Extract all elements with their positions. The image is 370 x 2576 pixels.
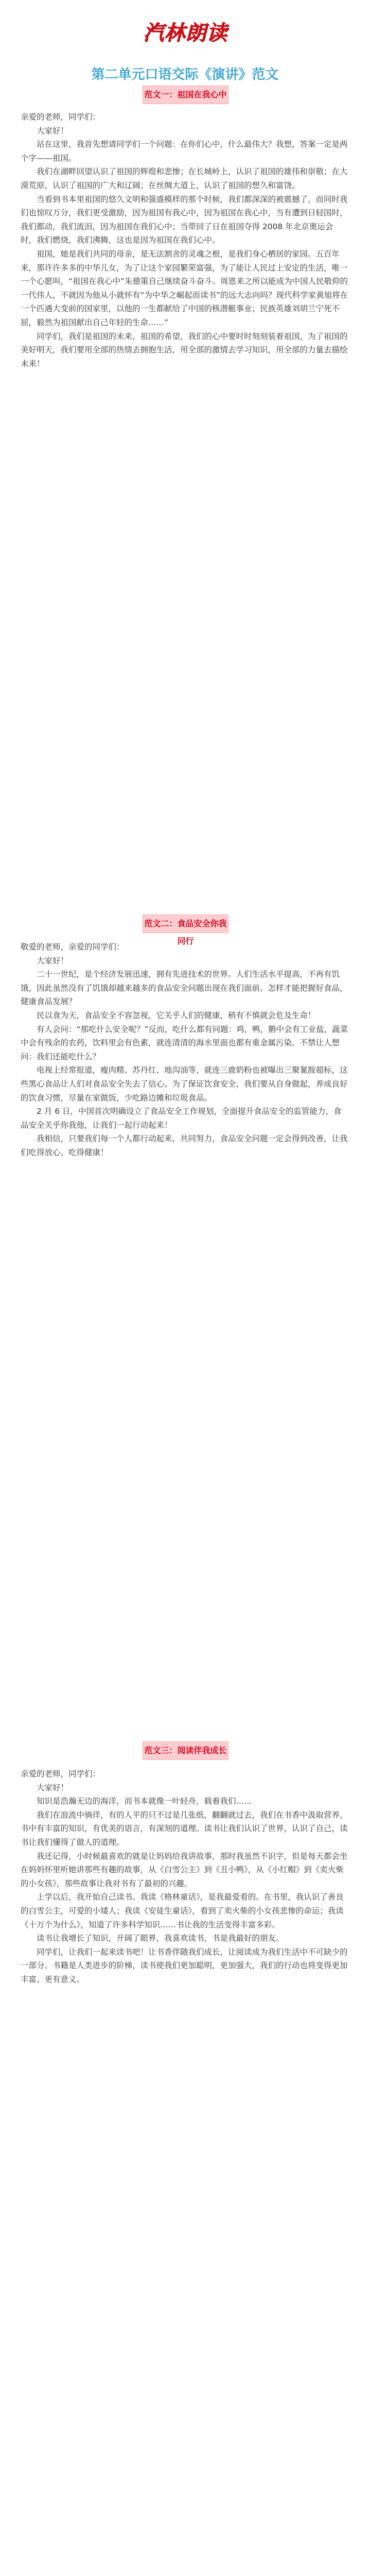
paragraph: 同学们，我们是祖国的未来，祖国的希望，我们的心中要时时刻刻装着祖国，为了祖国的美好明天，我们要用全部的热情去拥抱生活，用全部的激情去学习知识，用全部的力量去描绘未来！ bbox=[21, 331, 348, 368]
paragraph: 知识是浩瀚无边的海洋，而书本就像一叶轻舟，载着我们…… bbox=[37, 1797, 252, 1806]
paragraph: 上学以后，我开始自己读书。我读《格林童话》，是我最爱看的。在书里，我认识了善良的白雪公主，可爱的小矮人；我读《安徒生童话》，看到了卖火柴的小女孩悲惨的命运；我读《十万个为什么》，知道了许多科学知识……书让我的生活变得丰富多彩。 bbox=[21, 1892, 344, 1929]
section-2-heading: 范文二：食品安全你我同行 bbox=[143, 914, 228, 933]
paragraph: 大家好！ bbox=[37, 126, 69, 135]
section-3-body bbox=[21, 1767, 349, 1987]
paragraph: 我们在浪流中徜徉，有的人平的只不过是几张纸，翻翻就过去，我们在书香中汲取营养，书中有丰富的知识，有优美的语言，有深刻的道理。读书让我们认识了世界，认识了自己，读书让我们懂得了做人的道理。 bbox=[21, 1810, 348, 1847]
photo bbox=[21, 520, 349, 639]
paragraph: 亲爱的老师，同学们： bbox=[21, 1769, 101, 1778]
paragraph: 我们在湖畔回望认识了祖国的辉煌和悲惨；在长城岭上，认识了祖国的雄伟和崇敬；在大漠荒原，认识了祖国的广大和辽阔；在丝绸大道上，认识了祖国的想久和富饶。 bbox=[21, 167, 348, 190]
paragraph: 2 月 6 日，中国首次明确设立了食品安全工作规划，全面提升食品安全的监管能力，食品安全关乎你我他，让我们一起行动起来！ bbox=[21, 1107, 342, 1130]
paragraph: 我相信，只要我们每一个人都行动起来，共同努力，食品安全问题一定会得到改善，让我们吃得放心、吃得健康！ bbox=[21, 1134, 348, 1157]
paragraph: 民以食为天，食品安全不容忽视，它关乎人们的健康，稍有不慎就会危及生命！ bbox=[37, 1010, 316, 1020]
paragraph: 祖国，她是我们共同的母亲，是无法割舍的灵魂之根，是我们身心栖居的家园。五百年来，那许许多多的中华儿女，为了让这个家园繁荣富强，为了能让人民过上安定的生活，唯一一个心愿叫，“祖国在我心中”朱德策自己继续奋斗奋斗。周恩来之所以能成为中国人民敬仰的一代伟人，不就因为他从小就怀有“为中华之崛起而读书”的远大志向吗？现代科学家黄旭将在一个匹遇大变前的国家里，以他的一生都献给了中国的核潜艇事业；民族英雄刘胡兰宁死不屈，毅然为祖国献出自己年轻的生命……” bbox=[21, 249, 348, 327]
paragraph: 电视上经常报道，瘦肉精、苏丹红、地沟油等，就连三鹿奶粉也被曝出三聚氰胺超标，这些黑心食品让人们对食品安全失去了信心。为了保证饮食安全，我们要从自身做起，养成良好的饮食习惯，尽量在家做饭，少吃路边摊和垃圾食品。 bbox=[21, 1065, 348, 1103]
paragraph: 有人会问：“那吃什么安全呢？”反而，吃什么都有问题：鸡，鸭，鹅中会有工业盐，蔬菜中会有残余的农药，饮料里会有色素，就连清清的海水里面也都有重金属污染。不禁让人想问：我们还能吃什么？ bbox=[21, 1024, 348, 1061]
paragraph: 大家好！ bbox=[37, 956, 69, 965]
paragraph: 当看到书本里祖国的悠久文明和强盛模样的那个时候，我们都深深的被震撼了，而同时我们也惊叹万分，我们更受激励，因为祖国有我心中，因为祖国在我心中，当有遭到日轻国时，我们都动，我们流泪，因为祖国在我们心中；当带回了日在祖国夺得 2008 年北京奥运会时，我们燃烧，我们沸腾，这也是因为祖国在我们心中。 bbox=[21, 194, 348, 245]
section-3-heading: 范文三：阅读伴我成长 bbox=[143, 1741, 228, 1760]
logo: 汽林朗读 bbox=[143, 21, 227, 45]
paragraph: 读书让我增长了知识，开阔了眼界，我喜欢读书，书是我最好的朋友。 bbox=[37, 1934, 284, 1943]
paragraph: 站在这里，我首先想请同学们一个问题：在你们心中，什么最伟大？我想，答案一定是两个字——祖国。 bbox=[21, 140, 348, 163]
document-title: 第二单元口语交际《演讲》范文 bbox=[91, 67, 279, 82]
paragraph: 二十一世纪，是个经济发展迅速，拥有先进技术的世界。人们生活水平提高，不再有饥饿，因此虽然没有了饥饿却越来越多的食品安全问题出现在我们面前。怎样才能把握好食品，健康食品发展？ bbox=[21, 970, 348, 1007]
paragraph: 同学们，让我们一起来读书吧！让书香伴随我们成长，让阅读成为我们生活中不可缺少的一部分。书籍是人类进步的阶梯，读书使我们更加聪明，更加强大，我们的行动也将变得更加丰富、更有意义。 bbox=[21, 1947, 348, 1984]
paragraph: 我还记得，小时候最喜欢的就是让妈妈给我讲故事，那时我虽然不识字，但是每天都会坐在妈妈怀里听她讲那些有趣的故事，从《白雪公主》到《丑小鸭》，从《小红帽》到《卖火柴的小女孩》，那些故事让我对书有了最初的兴趣。 bbox=[21, 1851, 348, 1888]
paragraph: 大家好！ bbox=[37, 1783, 69, 1792]
paragraph: 敬爱的老师，亲爱的同学们： bbox=[21, 942, 125, 952]
section-2-body bbox=[21, 940, 349, 1160]
section-1-body bbox=[21, 110, 349, 370]
section-1-heading: 范文一：祖国在我心中 bbox=[143, 86, 228, 104]
header bbox=[0, 0, 370, 57]
paragraph: 亲爱的老师，同学们： bbox=[21, 112, 101, 122]
